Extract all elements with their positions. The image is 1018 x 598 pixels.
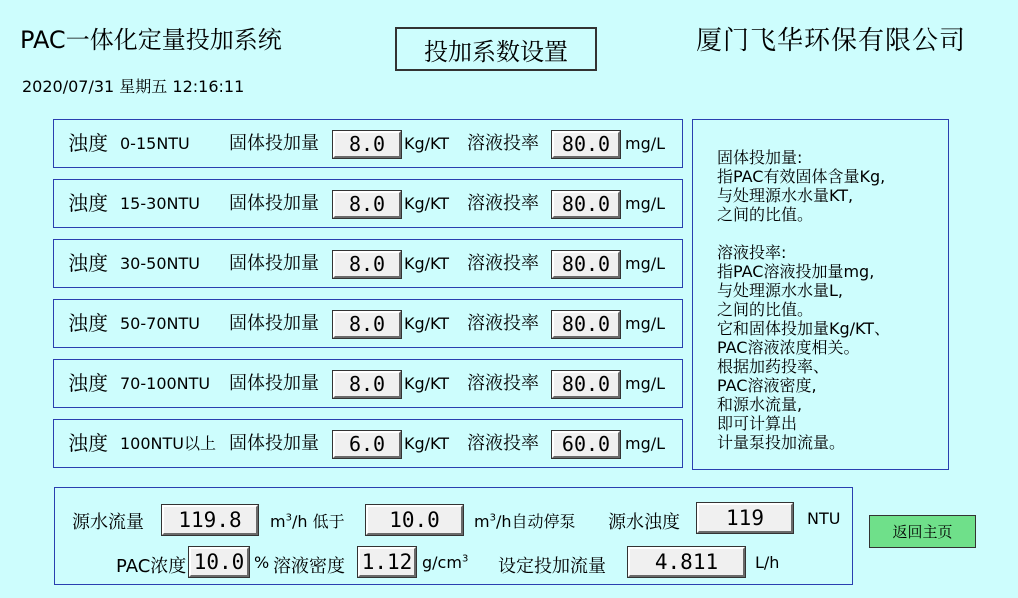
raw-turbidity-unit: NTU [807, 509, 841, 528]
turbidity-label: 浊度 [68, 131, 108, 155]
flow-unit-sup: 3 [285, 512, 292, 524]
solution-rate-unit: mg/L [625, 254, 666, 273]
info-line: 指PAC有效固体含量Kg, [717, 167, 886, 186]
solution-rate-label: 溶液投率 [467, 433, 539, 454]
set-flow-value[interactable]: 4.811 [628, 547, 745, 577]
turbidity-label: 浊度 [68, 311, 108, 335]
solid-dose-value[interactable]: 8.0 [333, 191, 401, 218]
solid-dose-label: 固体投加量 [229, 433, 319, 454]
turbidity-range: 70-100NTU [120, 374, 211, 393]
flow-unit [270, 509, 345, 532]
stop-unit-a: m [474, 512, 490, 531]
solid-dose-label: 固体投加量 [229, 373, 319, 394]
stop-unit [474, 509, 576, 532]
solid-dose-unit: Kg/KT [404, 314, 450, 333]
info-solution-rate-text [717, 243, 938, 452]
info-line: 它和固体投加量Kg/KT、 [717, 319, 891, 338]
flow-unit-b: /h 低于 [291, 512, 345, 531]
info-line: 与处理源水水量L, [717, 281, 844, 300]
turbidity-range: 50-70NTU [120, 314, 200, 333]
solid-dose-unit: Kg/KT [404, 194, 450, 213]
info-line: 固体投加量: [717, 148, 803, 167]
density-unit-sup: 3 [461, 553, 469, 565]
turbidity-label: 浊度 [68, 371, 108, 395]
flow-unit-a: m [270, 512, 286, 531]
density-unit-a: g/cm [422, 553, 462, 572]
stop-unit-b: /h自动停泵 [495, 512, 576, 531]
turbidity-label: 浊度 [68, 431, 108, 455]
solution-rate-unit: mg/L [625, 194, 666, 213]
info-line: 根据加药投率、 [717, 357, 830, 376]
dose-row [53, 359, 683, 408]
solid-dose-value[interactable]: 8.0 [333, 371, 401, 398]
turbidity-range: 15-30NTU [120, 194, 200, 213]
raw-turbidity-label: 源水浊度 [608, 512, 680, 533]
solution-rate-value[interactable]: 80.0 [552, 131, 620, 158]
info-line: 与处理源水水量KT, [717, 186, 854, 205]
back-home-label: 返回主页 [892, 523, 953, 541]
dose-row [53, 179, 683, 228]
solution-rate-unit: mg/L [625, 134, 666, 153]
set-flow-unit: L/h [755, 553, 780, 572]
dose-row [53, 419, 683, 468]
flow-panel [54, 487, 853, 585]
solution-rate-label: 溶液投率 [467, 193, 539, 214]
solid-dose-unit: Kg/KT [404, 134, 450, 153]
solution-rate-value[interactable]: 60.0 [552, 431, 620, 458]
density-value[interactable]: 1.12 [358, 547, 416, 577]
solution-rate-value[interactable]: 80.0 [552, 371, 620, 398]
solution-rate-label: 溶液投率 [467, 373, 539, 394]
turbidity-range: 0-15NTU [120, 134, 190, 153]
density-unit [422, 553, 468, 572]
system-title: PAC一体化定量投加系统 [20, 26, 282, 54]
turbidity-label: 浊度 [68, 251, 108, 275]
flow-label: 源水流量 [72, 512, 144, 533]
info-line: 之间的比值。 [717, 300, 814, 319]
solid-dose-value[interactable]: 8.0 [333, 131, 401, 158]
info-line: 和源水流量, [717, 395, 803, 414]
info-panel [692, 119, 949, 470]
solution-rate-label: 溶液投率 [467, 133, 539, 154]
pac-concentration-label: PAC浓度 [116, 556, 187, 577]
solution-rate-value[interactable]: 80.0 [552, 311, 620, 338]
stop-unit-sup: 3 [489, 512, 496, 524]
solid-dose-label: 固体投加量 [229, 313, 319, 334]
solution-rate-value[interactable]: 80.0 [552, 191, 620, 218]
info-line: 指PAC溶液投加量mg, [717, 262, 875, 281]
solution-rate-unit: mg/L [625, 434, 666, 453]
info-line: 溶液投率: [717, 243, 787, 262]
pac-concentration-value[interactable]: 10.0 [189, 547, 249, 577]
dose-row [53, 299, 683, 348]
set-flow-label: 设定投加流量 [498, 556, 606, 577]
dose-row [53, 119, 683, 168]
company-name: 厦门飞华环保有限公司 [696, 26, 967, 56]
info-line: PAC溶液密度, [717, 376, 817, 395]
page-title-text: 投加系数设置 [424, 37, 568, 66]
solid-dose-unit: Kg/KT [404, 254, 450, 273]
solution-rate-label: 溶液投率 [467, 253, 539, 274]
flow-value[interactable]: 119.8 [162, 505, 258, 535]
solid-dose-value[interactable]: 8.0 [333, 251, 401, 278]
dose-row [53, 239, 683, 288]
turbidity-label: 浊度 [68, 191, 108, 215]
solid-dose-label: 固体投加量 [229, 133, 319, 154]
solid-dose-unit: Kg/KT [404, 434, 450, 453]
turbidity-range: 100NTU以上 [120, 434, 216, 453]
solution-rate-unit: mg/L [625, 314, 666, 333]
page-title [395, 27, 597, 71]
solid-dose-label: 固体投加量 [229, 253, 319, 274]
info-line: 计量泵投加流量。 [717, 433, 846, 452]
info-line: 之间的比值。 [717, 205, 814, 224]
info-line: PAC溶液浓度相关。 [717, 338, 860, 357]
raw-turbidity-value[interactable]: 119 [697, 503, 793, 533]
turbidity-range: 30-50NTU [120, 254, 200, 273]
back-home-button[interactable] [869, 515, 976, 548]
info-line: 即可计算出 [717, 414, 798, 433]
solid-dose-label: 固体投加量 [229, 193, 319, 214]
pac-concentration-unit: % [254, 553, 270, 572]
solution-rate-label: 溶液投率 [467, 313, 539, 334]
solution-rate-unit: mg/L [625, 374, 666, 393]
solution-rate-value[interactable]: 80.0 [552, 251, 620, 278]
solid-dose-value[interactable]: 6.0 [333, 431, 401, 458]
density-label: 溶液密度 [273, 556, 345, 577]
datetime: 2020/07/31 星期五 12:16:11 [22, 77, 245, 96]
info-solid-dose-text [717, 148, 938, 224]
solid-dose-unit: Kg/KT [404, 374, 450, 393]
solid-dose-value[interactable]: 8.0 [333, 311, 401, 338]
stop-threshold-value[interactable]: 10.0 [366, 505, 463, 535]
